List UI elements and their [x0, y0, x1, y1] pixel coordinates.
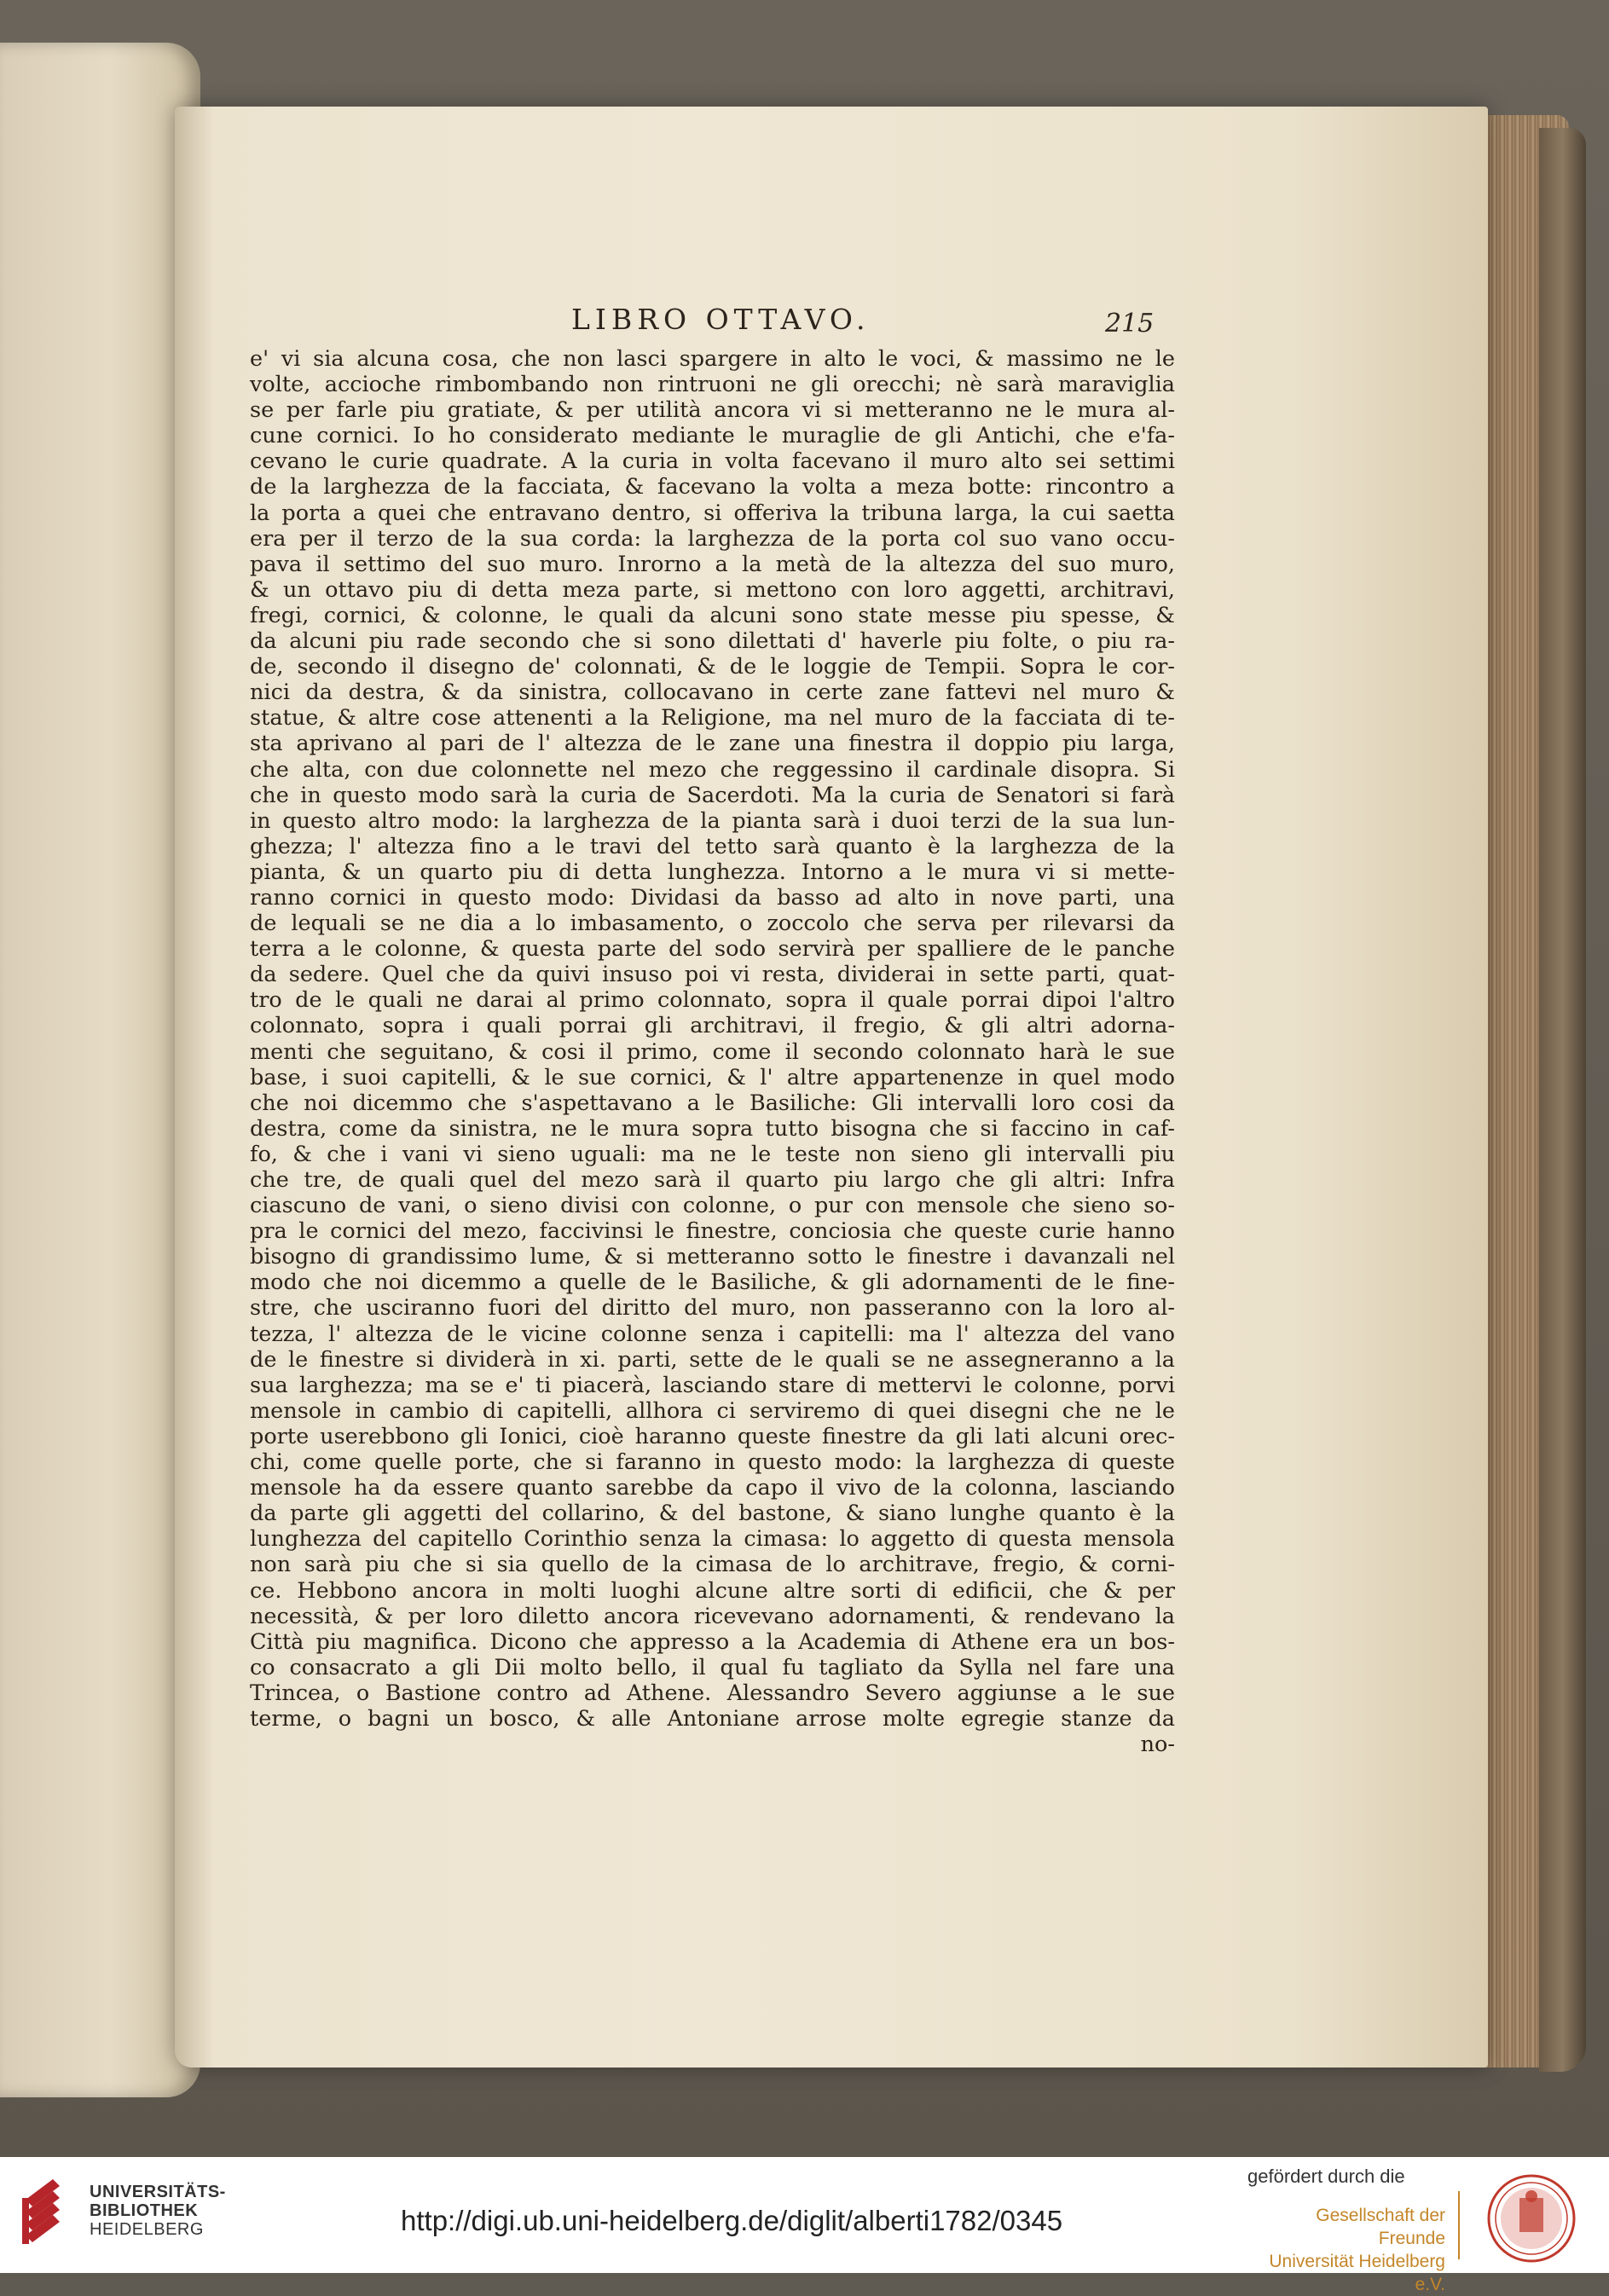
text-line: sua larghezza; ma se e' ti piacerà, lasciando stare di mettervi le colonne, porvi — [250, 1372, 1175, 1398]
text-line: cevano le curie quadrate. A la curia in volta facevano il muro alto sei settimi — [250, 448, 1175, 475]
text-line: stre, che usciranno fuori del diritto del muro, non passeranno con la loro al- — [250, 1295, 1175, 1322]
text-line: da sedere. Quel che da quivi insuso poi vi resta, dividerai in sette parti, quat- — [250, 962, 1175, 988]
text-line: necessità, & per loro diletto ancora ricevevano adornamenti, & rendevano la — [250, 1603, 1175, 1629]
text-line: da alcuni piu rade secondo che si sono dilettati d' haverle piu folte, o piu ra- — [250, 628, 1175, 655]
society-name-line-2: Universität Heidelberg e.V. — [1269, 2252, 1445, 2294]
footer-divider — [1458, 2191, 1460, 2259]
text-line: ciascuno de vani, o sieno divisi con colonne, o pur con mensole che sieno so- — [250, 1193, 1175, 1219]
text-line: da parte gli aggetti del collarino, & del bastone, & siano lunghe quanto è la — [250, 1501, 1175, 1527]
text-line: destra, come da sinistra, ne le mura sopra tutto bisogna che si faccino in caf- — [250, 1115, 1175, 1142]
text-line: porte userebbono gli Ionici, cioè haranno queste finestre da gli lati alcuni orec- — [250, 1423, 1175, 1449]
text-line: nici da destra, & da sinistra, collocavano in certe zane fattevi nel muro & — [250, 680, 1175, 706]
text-line: base, i suoi capitelli, & le sue cornici, & l' altre appartenenze in quel modo — [250, 1064, 1175, 1090]
text-line: Città piu magnifica. Dicono che appresso a la Academia di Athene era un bos- — [250, 1628, 1175, 1655]
text-line: de le finestre si dividerà in xi. parti, sette de le quali se ne assegneranno a la — [250, 1346, 1175, 1373]
text-line: de, secondo il disegno de' colonnati, & de le loggie de Tempii. Sopra le cor- — [250, 654, 1175, 680]
text-line: colonnato, sopra i quali porrai gli architravi, il fregio, & gli altri adorna- — [250, 1013, 1175, 1039]
text-line: cune cornici. Io ho considerato mediante le muraglie de gli Antichi, che e'fa- — [250, 423, 1175, 449]
text-line: terme, o bagni un bosco, & alle Antoniane arrose molte egregie stanze da — [250, 1705, 1175, 1732]
catchword: no- — [1140, 1732, 1175, 1758]
university-seal-icon[interactable] — [1477, 2172, 1586, 2264]
text-line: volte, accioche rimbombando non rintruoni ne gli orecchi; nè sarà maraviglia — [250, 372, 1175, 398]
book-cover-edge — [1539, 128, 1586, 2072]
text-line: pianta, & un quarto piu di detta lunghezza. Intorno a le mura vi si mette- — [250, 859, 1175, 885]
library-name — [90, 2183, 226, 2239]
text-line: se per farle piu gratiate, & per utilità ancora vi si metteranno ne le mura al- — [250, 397, 1175, 424]
text-line: ghezza; l' altezza fino a le travi del tetto sarà quanto è la larghezza de la — [250, 833, 1175, 859]
page-number: 215 — [1105, 309, 1155, 338]
text-line: tezza, l' altezza de le vicine colonne senza i capitelli: ma l' altezza del vano — [250, 1321, 1175, 1347]
text-line: che in questo modo sarà la curia de Sacerdoti. Ma la curia de Senatori si farà — [250, 782, 1175, 808]
library-name-line-1: UNIVERSITÄTS- — [90, 2183, 226, 2201]
text-line: in questo altro modo: la larghezza de la pianta sarà i duoi terzi de la sua lun- — [250, 807, 1175, 834]
text-line: ce. Hebbono ancora in molti luoghi alcune altre sorti di edificii, che & per — [250, 1577, 1175, 1604]
text-line: modo che noi dicemmo a quelle de le Basiliche, & gli adornamenti de le fine- — [250, 1269, 1175, 1296]
text-line: fregi, cornici, & colonne, le quali da alcuni sono state messe piu spesse, & — [250, 602, 1175, 628]
text-line: pava il settimo del suo muro. Inrorno a la metà de la altezza del suo muro, — [250, 551, 1175, 577]
text-line: la porta a quei che entravano dentro, si offeriva la tribuna larga, la cui saetta — [250, 500, 1175, 526]
text-line: che tre, de quali quel del mezo sarà il quarto piu largo che gli altri: Infra — [250, 1167, 1175, 1193]
society-name[interactable] — [1253, 2204, 1445, 2296]
text-line: lunghezza del capitello Corinthio senza la cimasa: lo aggetto di questa mensola — [250, 1526, 1175, 1553]
text-line: mensole in cambio di capitelli, allhora ci serviremo di quei disegni che ne le — [250, 1397, 1175, 1424]
text-line: mensole ha da essere quanto sarebbe da capo il vivo de la colonna, lasciando — [250, 1475, 1175, 1501]
text-line: non sarà piu che si sia quello de la cimasa de lo architrave, fregio, & corni- — [250, 1552, 1175, 1578]
text-line: statue, & altre cose attenenti a la Religione, ma nel muro de la facciata di te- — [250, 705, 1175, 732]
text-line: che noi dicemmo che s'aspettavano a le Basiliche: Gli intervalli loro cosi da — [250, 1090, 1175, 1116]
permalink-url[interactable]: http://digi.ub.uni-heidelberg.de/diglit/alberti1782/0345 — [401, 2205, 1063, 2236]
text-line: co consacrato a gli Dii molto bello, il qual fu tagliato da Sylla nel fare una — [250, 1654, 1175, 1680]
page-text — [250, 346, 1175, 1757]
text-line: & un ottavo piu di detta meza parte, si mettono con loro aggetti, architravi, — [250, 576, 1175, 603]
text-line: chi, come quelle porte, che si faranno in questo modo: la larghezza di queste — [250, 1449, 1175, 1476]
text-line: terra a le colonne, & questa parte del sodo servirà per spalliere de le panche — [250, 936, 1175, 963]
text-line: fo, & che i vani vi sieno uguali: ma ne le teste non sieno gli intervalli piu — [250, 1141, 1175, 1167]
text-line: de la larghezza de la facciata, & facevano la volta a meza botte: rincontro a — [250, 474, 1175, 500]
text-line: era per il terzo de la sua corda: la larghezza de la porta col suo vano occu- — [250, 525, 1175, 552]
university-library-logo-icon[interactable] — [19, 2174, 78, 2247]
text-line: de lequali se ne dia a lo imbasamento, o zoccolo che serva per rilevarsi da — [250, 911, 1175, 937]
left-page-edge — [0, 43, 200, 2097]
library-name-line-3: HEIDELBERG — [90, 2220, 204, 2239]
society-name-line-1: Gesellschaft der Freunde — [1316, 2206, 1445, 2248]
text-line: menti che seguitano, & cosi il primo, come il secondo colonnato harà le sue — [250, 1038, 1175, 1065]
text-line: ranno cornici in questo modo: Dividasi da basso ad alto in nove parti, una — [250, 884, 1175, 911]
footer-bar — [0, 2157, 1609, 2294]
text-line: pra le cornici del mezo, faccivinsi le finestre, conciosia che queste curie hanno — [250, 1218, 1175, 1245]
text-line: bisogno di grandissimo lume, & si metteranno sotto le finestre i davanzali nel — [250, 1244, 1175, 1270]
text-line: tro de le quali ne darai al primo colonnato, sopra il quale porrai dipoi l'altro — [250, 987, 1175, 1014]
library-name-line-2: BIBLIOTHEK — [90, 2201, 199, 2220]
text-line: e' vi sia alcuna cosa, che non lasci spargere in alto le voci, & massimo ne le — [250, 346, 1175, 372]
text-line: che alta, con due colonnette nel mezo che reggessino il cardinale disopra. Si — [250, 756, 1175, 783]
funded-by-label: gefördert durch die — [1247, 2166, 1405, 2187]
text-line: sta aprivano al pari de l' altezza de le zane una finestra il doppio piu larga, — [250, 731, 1175, 757]
text-line: Trincea, o Bastione contro ad Athene. Alessandro Severo aggiunse a le sue — [250, 1680, 1175, 1706]
running-head: LIBRO OTTAVO. — [571, 303, 871, 336]
